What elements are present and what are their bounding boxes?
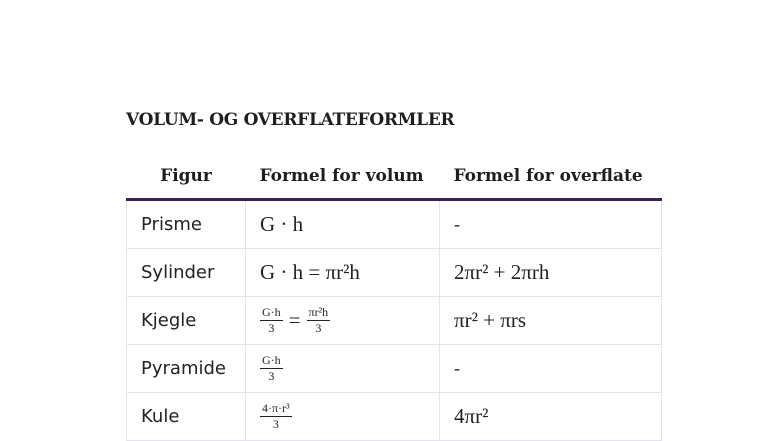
formula-table xyxy=(126,154,662,441)
volume-fraction xyxy=(260,402,292,431)
fraction-numerator: G·h xyxy=(262,353,281,367)
volume-fraction-2 xyxy=(307,306,331,335)
header-volume-formula: Formel for volum xyxy=(246,154,440,200)
table-row-prisme xyxy=(127,200,662,249)
surface-formula xyxy=(440,249,662,297)
header-figure: Figur xyxy=(127,154,246,200)
table-header-row xyxy=(127,154,662,200)
fraction-denominator: 3 xyxy=(268,321,275,335)
page-title: VOLUM- OG OVERFLATEFORMLER xyxy=(126,110,455,130)
surface-formula-text: - xyxy=(454,358,460,378)
volume-formula xyxy=(246,200,440,249)
fraction-denominator: 3 xyxy=(268,369,275,383)
surface-formula xyxy=(440,345,662,393)
volume-formula xyxy=(246,345,440,393)
fraction-denominator: 3 xyxy=(315,321,322,335)
table-row-pyramide xyxy=(127,345,662,393)
figure-name: Prisme xyxy=(127,200,246,249)
surface-formula xyxy=(440,200,662,249)
volume-formula xyxy=(246,393,440,441)
volume-fraction-1 xyxy=(260,306,283,335)
volume-formula xyxy=(246,297,440,345)
figure-name: Kule xyxy=(127,393,246,441)
fraction-numerator: 4·π·r³ xyxy=(262,401,290,415)
fraction-denominator: 3 xyxy=(272,417,279,431)
equals-sign: = xyxy=(288,308,301,332)
table-row-kule xyxy=(127,393,662,441)
volume-formula xyxy=(246,249,440,297)
surface-formula-text: 2πr² + 2πrh xyxy=(454,260,550,284)
header-surface-formula: Formel for overflate xyxy=(440,154,662,200)
surface-formula-text: 4πr² xyxy=(454,404,489,428)
surface-formula-text: - xyxy=(454,214,460,234)
volume-fraction xyxy=(260,354,283,383)
fraction-numerator: G·h xyxy=(262,305,281,319)
figure-name: Pyramide xyxy=(127,345,246,393)
surface-formula xyxy=(440,393,662,441)
fraction-numerator: πr²h xyxy=(308,305,329,319)
surface-formula xyxy=(440,297,662,345)
volume-formula-text: G · h xyxy=(260,212,304,236)
surface-formula-text: πr² + πrs xyxy=(454,308,527,332)
table-row-sylinder xyxy=(127,249,662,297)
volume-formula-text: G · h = πr²h xyxy=(260,260,360,284)
table-row-kjegle xyxy=(127,297,662,345)
figure-name: Kjegle xyxy=(127,297,246,345)
figure-name: Sylinder xyxy=(127,249,246,297)
